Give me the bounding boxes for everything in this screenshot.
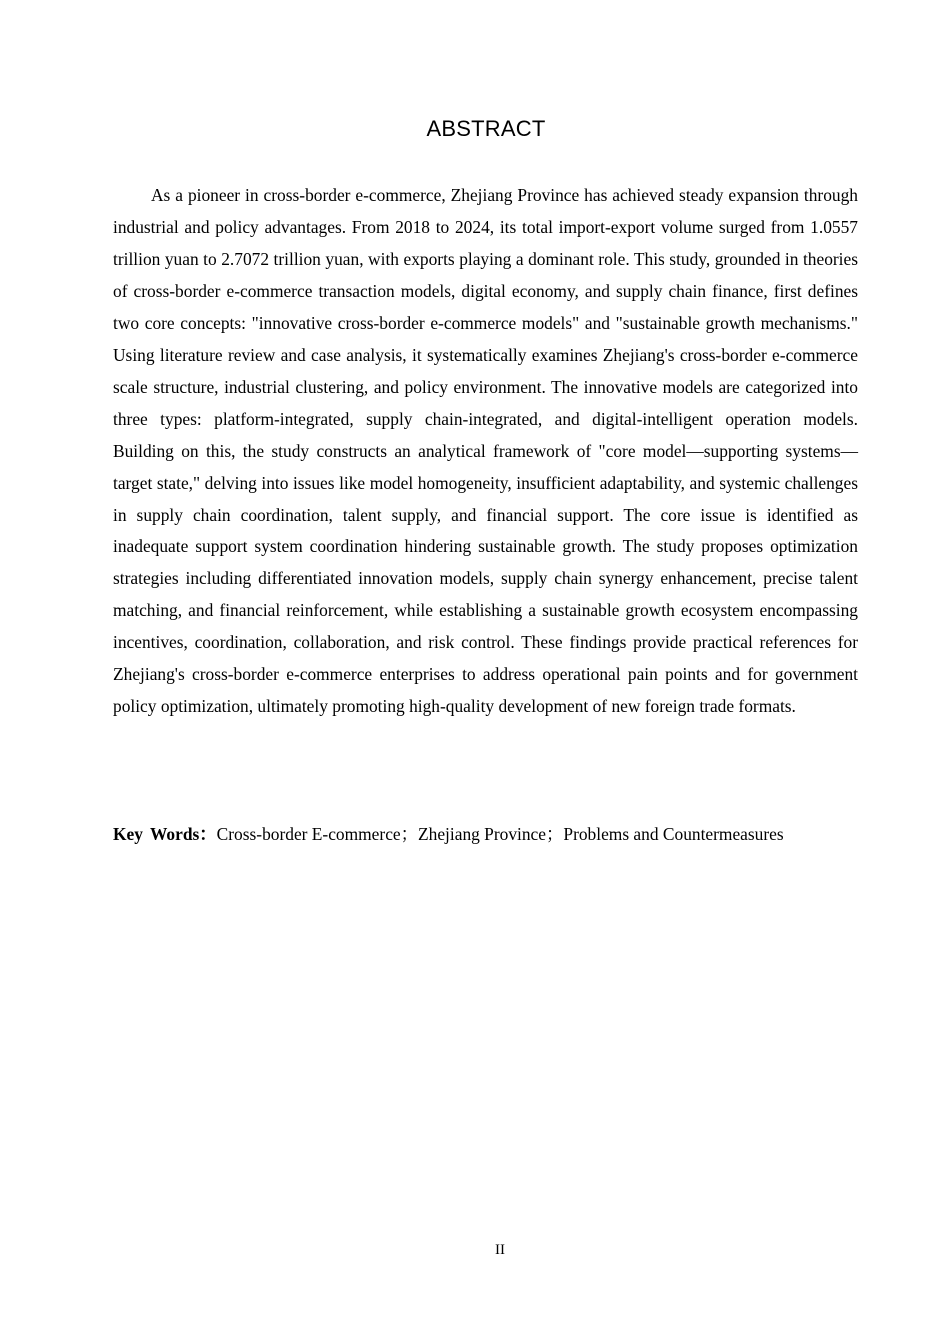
abstract-body: As a pioneer in cross-border e-commerce, Zhejiang Province has achieved steady expansion through industrial and policy advantages. From 2018 to 2024, its total import-export volume surged from 1.0557 trillion yuan to 2.7072 trillion yuan, with exports playing a dominant role. This study, grounded in theories of cross-border e-commerce transaction models, digital economy, and supply chain finance, first defines two core concepts: "innovative cross-border e-commerce models" and "sustainable growth mechanisms." Using literature review and case analysis, it systematically examines Zhejiang's cross-border e-commerce scale structure, industrial clustering, and policy environment. The innovative models are categorized into three types: platform-integrated, supply chain-integrated, and digital-intelligent operation models. Building on this, the study constructs an analytical framework of "core model—supporting systems—target state," delving into issues like model homogeneity, insufficient adaptability, and systemic challenges in supply chain coordination, talent supply, and financial support. The core issue is identified as inadequate support system coordination hindering sustainable growth. The study proposes optimization strategies including differentiated innovation models, supply chain synergy enhancement, precise talent matching, and financial reinforcement, while establishing a sustainable growth ecosystem encompassing incentives, coordination, collaboration, and risk control. These findings provide practical references for Zhejiang's cross-border e-commerce enterprises to address operational pain points and for government policy optimization, ultimately promoting high-quality development of new foreign trade formats.: [113, 185, 858, 717]
keywords-label: Key Words：: [113, 824, 217, 844]
keywords-line: [113, 819, 873, 850]
keywords-text: Cross-border E-commerce；Zhejiang Province；Problems and Countermeasures: [216, 824, 784, 844]
abstract-title: ABSTRACT: [426, 116, 546, 141]
page-number: II: [495, 1242, 505, 1258]
